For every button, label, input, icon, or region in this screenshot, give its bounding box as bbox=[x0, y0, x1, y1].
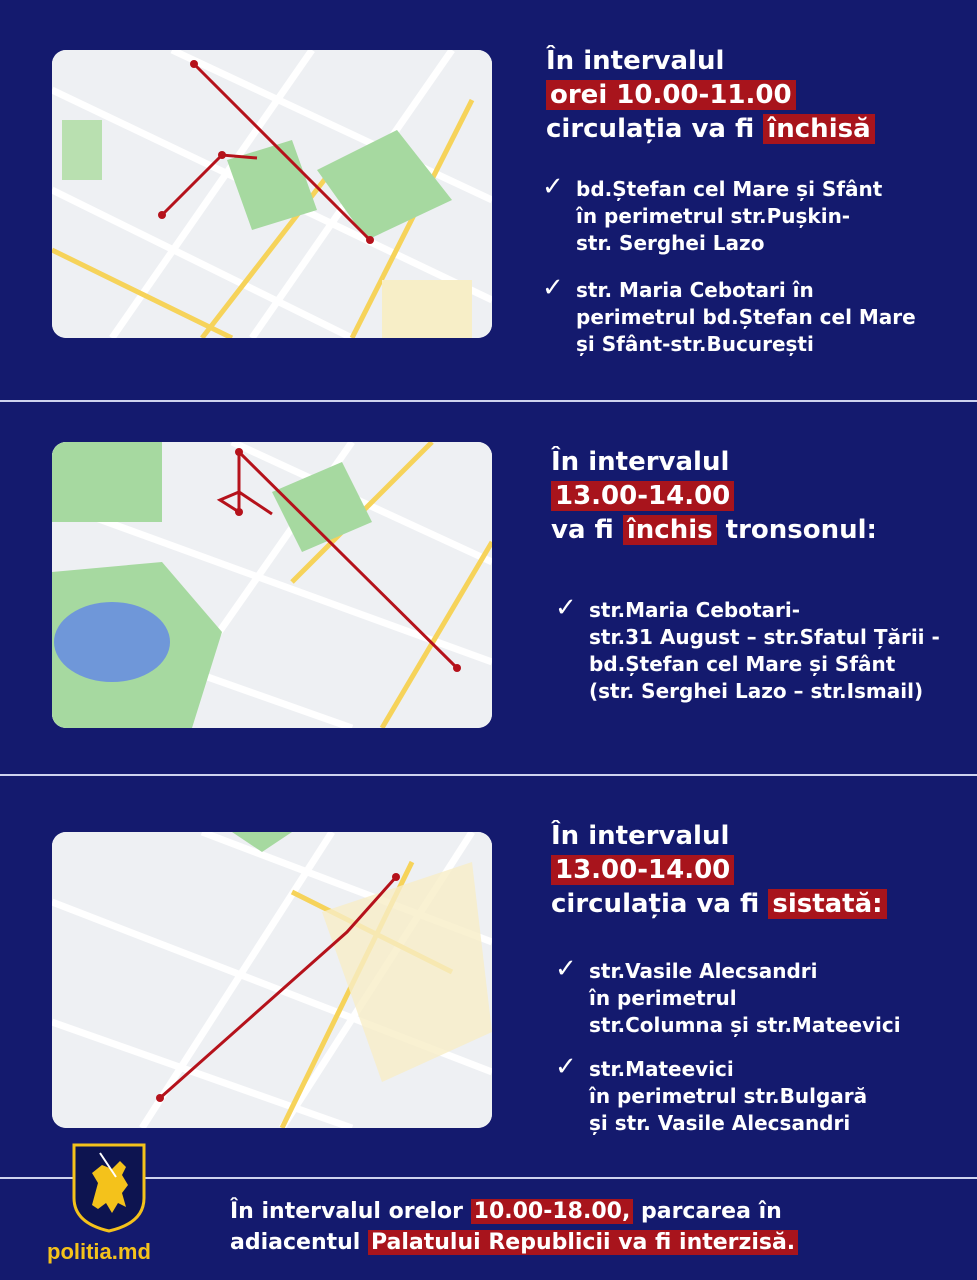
heading-text: circulația va fi bbox=[551, 889, 769, 919]
item-line: str.31 August – str.Sfatul Țării - bbox=[589, 625, 940, 649]
heading-line: În intervalul bbox=[551, 821, 730, 851]
time-highlight: 13.00-14.00 bbox=[551, 481, 734, 511]
item-line: str. Maria Cebotari în bbox=[576, 278, 814, 302]
section-divider bbox=[0, 774, 977, 776]
check-icon: ✓ bbox=[555, 593, 577, 623]
parking-notice bbox=[230, 1196, 798, 1258]
heading-line: În intervalul bbox=[546, 46, 725, 76]
check-icon: ✓ bbox=[555, 954, 577, 984]
item-line: perimetrul bd.Ștefan cel Mare bbox=[576, 305, 916, 329]
footer-text: adiacentul bbox=[230, 1230, 368, 1255]
lion-coat-of-arms-icon bbox=[72, 1143, 146, 1233]
site-name: politia.md bbox=[47, 1239, 151, 1264]
item-line: str.Maria Cebotari- bbox=[589, 598, 801, 622]
time-highlight: 13.00-14.00 bbox=[551, 855, 734, 885]
item-line: str.Columna și str.Mateevici bbox=[589, 1013, 901, 1037]
check-icon: ✓ bbox=[542, 273, 564, 303]
heading-text: circulația va fi bbox=[546, 114, 764, 144]
route-map-2 bbox=[52, 442, 492, 728]
section-divider bbox=[0, 1177, 977, 1179]
closure-item bbox=[542, 172, 883, 257]
item-line: bd.Ștefan cel Mare și Sfânt bbox=[576, 177, 883, 201]
closure-item bbox=[555, 593, 940, 705]
status-highlight: sistată: bbox=[768, 889, 886, 919]
item-line: și Sfânt-str.București bbox=[576, 332, 814, 356]
check-icon: ✓ bbox=[542, 172, 564, 202]
footer-text: parcarea în bbox=[633, 1199, 782, 1224]
heading-line: În intervalul bbox=[551, 447, 730, 477]
closure-item bbox=[555, 954, 901, 1039]
heading-text: tronsonul: bbox=[716, 515, 877, 545]
status-highlight: închis bbox=[623, 515, 717, 545]
footer-highlight: 10.00-18.00, bbox=[471, 1199, 634, 1224]
section-1-heading bbox=[546, 44, 875, 146]
section-divider bbox=[0, 400, 977, 402]
item-line: str.Mateevici bbox=[589, 1057, 734, 1081]
closure-item bbox=[542, 273, 916, 358]
closure-item bbox=[555, 1052, 868, 1137]
route-map-3 bbox=[52, 832, 492, 1128]
heading-text: va fi bbox=[551, 515, 623, 545]
check-icon: ✓ bbox=[555, 1052, 577, 1082]
item-line: în perimetrul str.Bulgară bbox=[589, 1084, 868, 1108]
item-line: (str. Serghei Lazo – str.Ismail) bbox=[589, 679, 924, 703]
time-highlight: orei 10.00-11.00 bbox=[546, 80, 796, 110]
status-highlight: închisă bbox=[763, 114, 874, 144]
item-line: bd.Ștefan cel Mare și Sfânt bbox=[589, 652, 896, 676]
section-3-heading bbox=[551, 819, 887, 921]
footer-highlight: Palatului Republicii va fi interzisă. bbox=[368, 1230, 798, 1255]
item-line: în perimetrul bbox=[589, 986, 737, 1010]
footer-text: În intervalul orelor bbox=[230, 1199, 471, 1224]
item-line: str. Serghei Lazo bbox=[576, 231, 765, 255]
item-line: în perimetrul str.Pușkin- bbox=[576, 204, 851, 228]
route-map-1 bbox=[52, 50, 492, 338]
section-2-heading bbox=[551, 445, 877, 547]
item-line: str.Vasile Alecsandri bbox=[589, 959, 818, 983]
item-line: și str. Vasile Alecsandri bbox=[589, 1111, 851, 1135]
